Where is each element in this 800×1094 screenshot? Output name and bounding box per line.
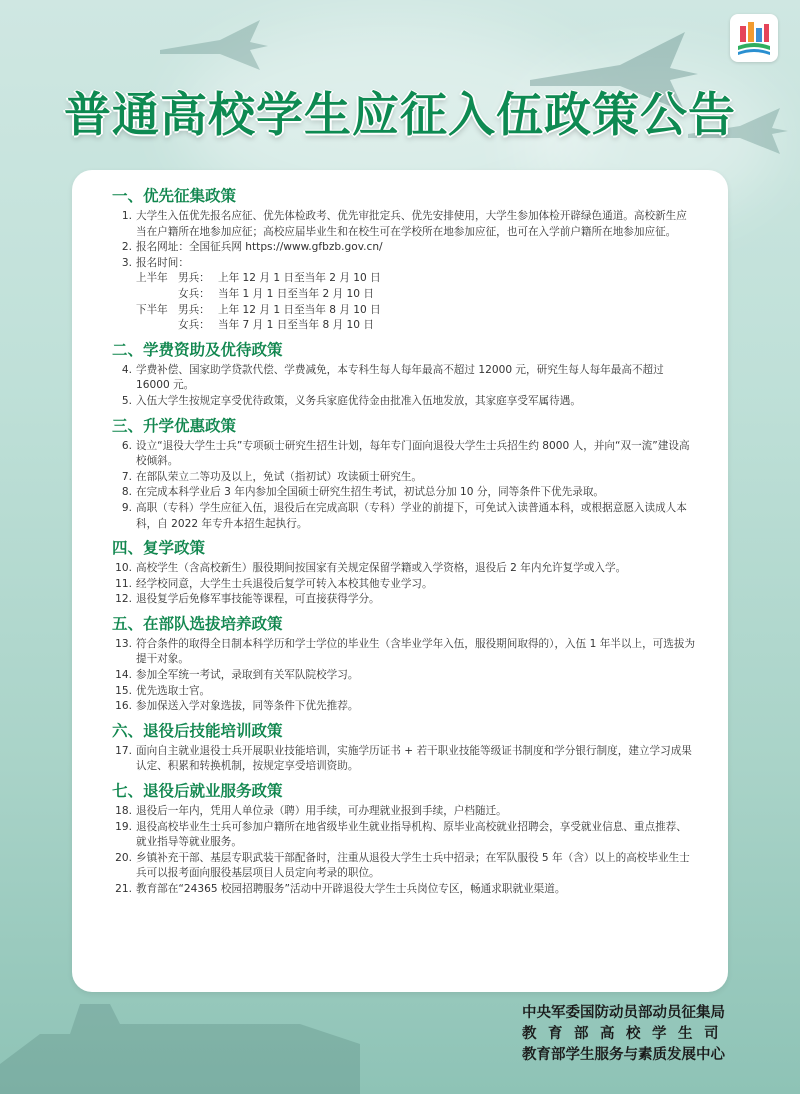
section-heading: 七、退役后就业服务政策 (112, 782, 283, 801)
item-text: 高校学生（含高校新生）服役期间按国家有关规定保留学籍或入学资格，退役后 2 年内允许复学或入学。 (136, 562, 627, 575)
item-text: 报名时间： (136, 256, 189, 269)
item-text: 退役复学后免修军事技能等课程，可直接获得学分。 (136, 593, 380, 606)
logo-icon (730, 14, 778, 62)
schedule-gender: 女兵： (178, 287, 210, 300)
item-number: 19. (115, 820, 132, 833)
policy-section (112, 538, 696, 608)
item-text: 乡镇补充干部、基层专职武装干部配备时，注重从退役大学生士兵中招录；在军队服役 5 年（含）以上的高校毕业生士兵可以报考面向服役基层项目人员定向考录的职位。 (136, 851, 690, 880)
item-number: 10. (115, 562, 132, 575)
item-number: 12. (115, 593, 132, 606)
registration-schedule (112, 271, 696, 333)
policy-section (112, 614, 696, 715)
item-text: 设立“退役大学生士兵”专项硕士研究生招生计划，每年专门面向退役大学生士兵招生约 8000 人，并向“双一流”建设高校倾斜。 (136, 439, 690, 468)
item-number: 1. (121, 210, 132, 222)
policy-section (112, 721, 696, 775)
schedule-dates: 上年 12 月 1 日至当年 8 月 10 日 (218, 303, 381, 316)
schedule-row (112, 303, 696, 319)
policy-item (112, 209, 696, 240)
item-text: 优先选取士官。 (136, 684, 211, 697)
item-number: 13. (115, 637, 132, 650)
item-text: 退役后一年内，凭用人单位录（聘）用手续，可办理就业报到手续，户档随迁。 (136, 805, 507, 818)
policy-card (72, 170, 728, 992)
schedule-gender: 男兵： (178, 272, 210, 285)
item-text: 学费补偿、国家助学贷款代偿、学费减免，本专科生每人每年最高不超过 12000 元，研究生每人每年最高不超过 16000 元。 (136, 363, 664, 392)
policy-item (112, 501, 696, 532)
policy-item (112, 882, 696, 898)
policy-item (112, 256, 696, 272)
section-heading: 三、升学优惠政策 (112, 416, 237, 435)
policy-item (112, 820, 696, 851)
issuer-name: 教育部高校学生司 (522, 1026, 730, 1042)
item-number: 2. (121, 241, 132, 254)
item-text: 教育部在“24365 校园招聘服务”活动中开辟退役大学生士兵岗位专区，畅通求职就业渠道。 (136, 883, 566, 895)
issuer-list (522, 1003, 730, 1066)
schedule-half: 上半年 (136, 272, 168, 285)
schedule-half (112, 287, 178, 303)
item-text: 在部队荣立二等功及以上，免试（指初试）攻读硕士研究生。 (136, 470, 423, 483)
section-heading: 二、学费资助及优待政策 (112, 340, 283, 359)
schedule-dates: 上年 12 月 1 日至当年 2 月 10 日 (218, 272, 381, 285)
schedule-row (112, 318, 696, 334)
policy-section (112, 781, 696, 898)
policy-item (112, 804, 696, 820)
policy-item (112, 592, 696, 608)
item-text: 在完成本科学业后 3 年内参加全国硕士研究生招生考试，初试总分加 10 分，同等条件下优先录取。 (136, 486, 605, 499)
schedule-half (112, 318, 178, 334)
schedule-row (112, 271, 696, 287)
schedule-gender: 男兵： (178, 303, 210, 316)
policy-item (112, 363, 696, 394)
policy-section (112, 416, 696, 533)
policy-item (112, 699, 696, 715)
schedule-gender: 女兵： (178, 319, 210, 332)
item-text: 大学生入伍优先报名应征、优先体检政考、优先审批定兵、优先安排使用，大学生参加体检开辟绿色通道。高校新生应当在户籍所在地参加应征；高校应届毕业生和在校生可在学校所在地参加应征，也可在入学前户籍所在地参加应征。 (136, 210, 687, 238)
schedule-dates: 当年 1 月 1 日至当年 2 月 10 日 (218, 287, 374, 300)
item-text: 参加全军统一考试，录取到有关军队院校学习。 (136, 669, 359, 682)
schedule-dates: 当年 7 月 1 日至当年 8 月 10 日 (218, 319, 374, 332)
policy-item (112, 240, 696, 256)
item-number: 8. (121, 486, 132, 499)
page-title: 普通高校学生应征入伍政策公告 (64, 88, 736, 143)
item-number: 15. (115, 684, 132, 697)
schedule-half: 下半年 (136, 303, 168, 316)
item-number: 6. (121, 439, 132, 452)
section-heading: 一、优先征集政策 (112, 187, 237, 205)
policy-item (112, 439, 696, 470)
item-number: 16. (115, 700, 132, 713)
policy-item (112, 561, 696, 577)
item-number: 21. (115, 883, 132, 895)
schedule-row (112, 287, 696, 303)
item-text: 经学校同意，大学生士兵退役后复学可转入本校其他专业学习。 (136, 577, 433, 590)
item-text: 参加保送入学对象选拔，同等条件下优先推荐。 (136, 700, 359, 713)
issuer-name: 教育部学生服务与素质发展中心 (522, 1047, 725, 1063)
item-number: 7. (121, 470, 132, 483)
policy-item (112, 851, 696, 882)
item-text: 高职（专科）学生应征入伍，退役后在完成高职（专科）学业的前提下，可免试入读普通本科，或根据意愿入读成人本科，自 2022 年专升本招生起执行。 (136, 501, 687, 530)
item-number: 17. (115, 744, 132, 757)
policy-item (112, 684, 696, 700)
jet-silhouette-icon (150, 10, 270, 80)
section-heading: 五、在部队选拔培养政策 (112, 614, 283, 633)
section-heading: 六、退役后技能培训政策 (112, 721, 283, 740)
policy-item (112, 637, 696, 668)
item-number: 5. (121, 394, 132, 407)
policy-section (112, 340, 696, 410)
policy-item (112, 744, 696, 775)
policy-item (112, 470, 696, 486)
item-number: 3. (121, 256, 132, 269)
item-number: 4. (121, 363, 132, 376)
item-number: 11. (115, 577, 132, 590)
item-text: 报名网址：全国征兵网 https://www.gfbzb.gov.cn/ (136, 241, 383, 254)
item-text: 退役高校毕业生士兵可参加户籍所在地省级毕业生就业指导机构、原毕业高校就业招聘会，享受就业信息、重点推荐、就业指导等就业服务。 (136, 820, 687, 849)
item-text: 面向自主就业退役士兵开展职业技能培训，实施学历证书 + 若干职业技能等级证书制度和学分银行制度，建立学习成果认定、积累和转换机制，按规定享受培训资助。 (136, 744, 692, 773)
item-text: 入伍大学生按规定享受优待政策，义务兵家庭优待金由批准入伍地发放，其家庭享受军属待遇。 (136, 394, 581, 407)
policy-item (112, 668, 696, 684)
section-heading: 四、复学政策 (112, 539, 206, 558)
item-number: 18. (115, 805, 132, 818)
item-number: 9. (121, 501, 132, 514)
policy-item (112, 485, 696, 501)
item-text: 符合条件的取得全日制本科学历和学士学位的毕业生（含毕业学年入伍，服役期间取得的），入伍 1 年半以上，可选拔为提干对象。 (136, 637, 696, 666)
policy-section (112, 186, 696, 334)
issuer-name: 中央军委国防动员部动员征集局 (522, 1005, 725, 1021)
policy-item (112, 394, 696, 410)
policy-item (112, 577, 696, 593)
item-number: 20. (115, 851, 132, 864)
item-number: 14. (115, 669, 132, 682)
